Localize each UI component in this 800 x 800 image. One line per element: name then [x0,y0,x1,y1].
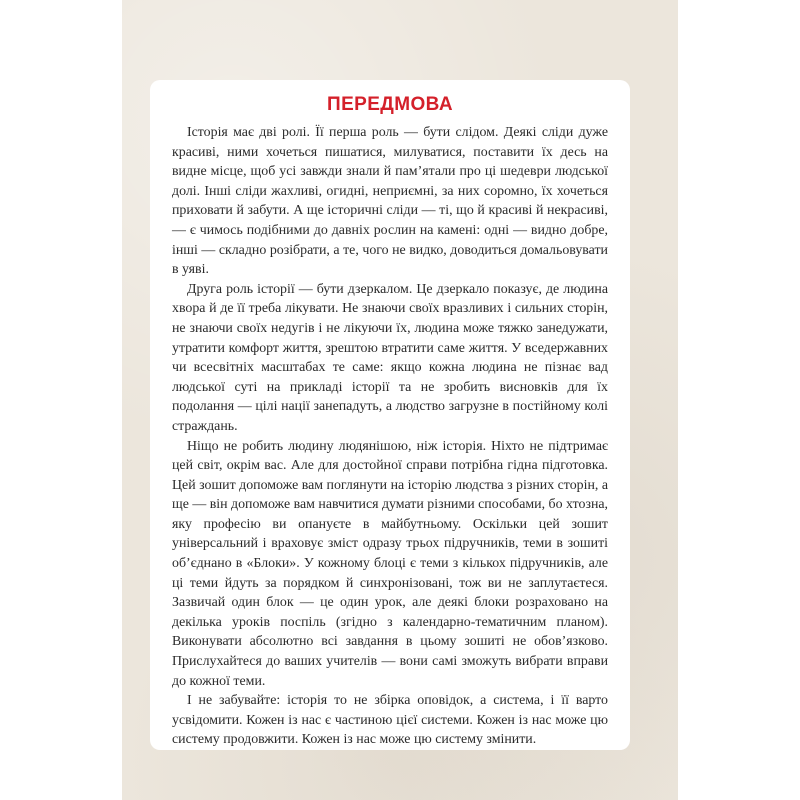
paragraph-history-as-mirror: Друга роль історії — бути дзеркалом. Це дзеркало показує, де людина хвора й де її треба лікувати. Не знаючи своїх вразливих і сильних сторін, не знаючи своїх недугів і не лікуючи їх, людина може тяжко занедужати, утратити комфорт життя, зрештою втратити саме життя. У вседержавних чи всесвітніх масштабах те саме: якщо кожна людина не пізнає вад людської суті на прикладі історії та не зробить висновків для їх подолання — цілі нації занепадуть, а людство загрузне в постійному колі страждань. [172,281,608,434]
paragraph-workbook-description: Ніщо не робить людину людянішою, ніж історія. Ніхто не підтримає цей світ, окрім вас. Але для достойної справи потрібна гідна підготовка. Цей зошит допоможе вам поглянути на історію людства з різних сторін, а ще — він допоможе вам навчитися думати різними способами, бо хтозна, яку професію ви опануєте в майбутньому. Оскільки цей зошит універсальний і враховує зміст одразу трьох підручників, теми в зошиті об’єднано в «Блоки». У кожному блоці є теми з кількох підручників, але ці теми йдуть за порядком й синхронізовані, тож ви не заплутаєтеся. Зазвичай один блок — це один урок, але деякі блоки розраховано на декілька уроків поспіль (згідно з календарно-тематичним планом). Виконувати абсолютно всі завдання в цьому зошиті не обов’язково. Прислухайтеся до ваших учителів — вони самі зможуть вибрати вправи до кожної теми. [172,438,609,689]
paragraph-closing: І не забувайте: історія то не збірка оповідок, а система, і її варто усвідомити. Кожен із нас є частиною цієї системи. Кожен із нас може цю систему продовжити. Кожен із нас може цю систему змінити. [172,693,608,748]
paragraph-history-as-trace: Історія має дві ролі. Її перша роль — бути слідом. Деякі сліди дуже красиві, ними хочеться пишатися, милуватися, поставити їх десь на видне місце, щоб усі завжди знали й пам’ятали про ці шедеври людської долі. Інші сліди жахливі, огидні, неприємні, за них соромно, їх хочеться приховати й забути. А ще історичні сліди — ті, що й красиві й некрасиві, — є чимось подібними до давніх рослин на камені: одні — видно добре, інші — складно розібрати, а те, чого не видко, доводиться домальовувати в уяві. [172,125,608,278]
preface-title: ПЕРЕДМОВА [327,94,453,115]
preface-card [150,80,630,750]
